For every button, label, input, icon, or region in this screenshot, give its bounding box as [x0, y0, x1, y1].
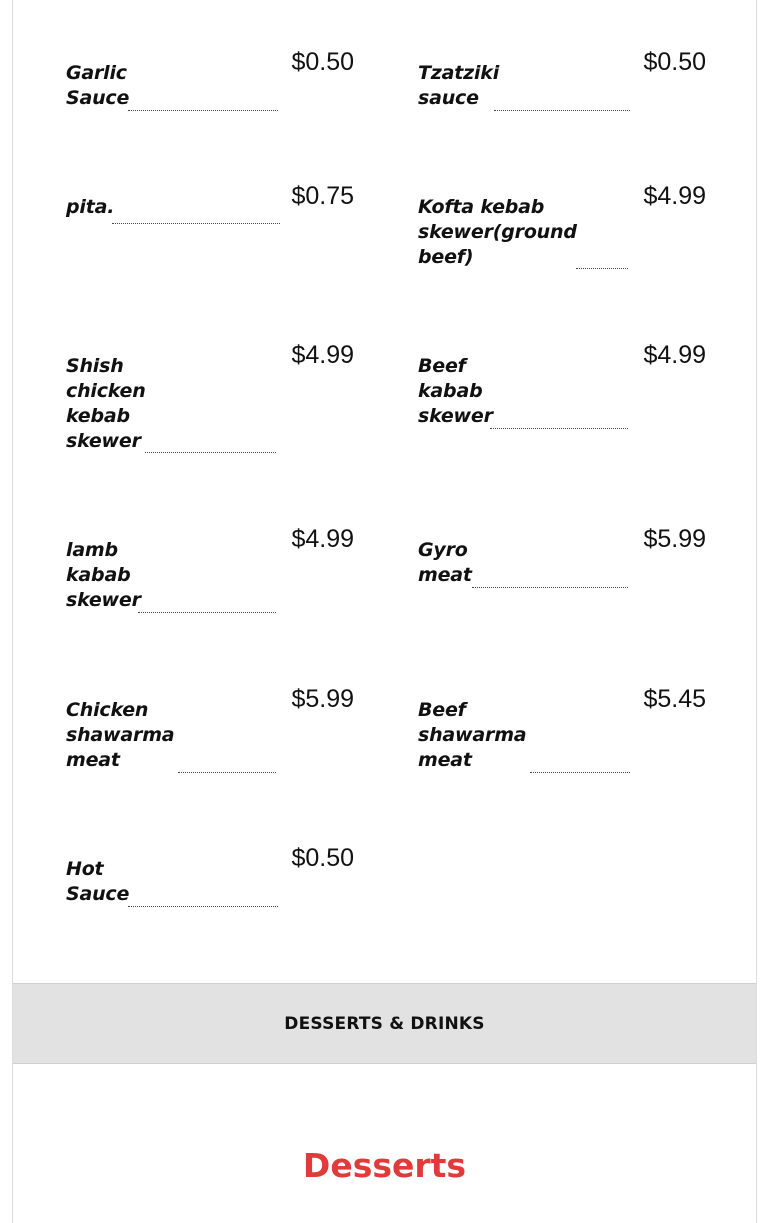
menu-item[interactable] — [418, 182, 706, 270]
menu-item[interactable] — [66, 525, 354, 613]
menu-item-name — [418, 61, 499, 111]
section-title: DESSERTS & DRINKS — [284, 1013, 485, 1034]
dot-leader — [138, 612, 276, 613]
menu-item-name-line: skewer(ground — [418, 221, 577, 243]
menu-item-name-line: Sauce — [66, 883, 130, 905]
menu-item-price: $0.50 — [291, 48, 354, 76]
menu-item-price: $4.99 — [643, 182, 706, 210]
dot-leader — [112, 223, 280, 224]
menu-item[interactable] — [418, 341, 706, 429]
dot-leader — [472, 587, 628, 588]
menu-item-name-line: skewer — [418, 405, 493, 427]
menu-item-name-line: meat — [66, 749, 120, 771]
menu-item-price: $4.99 — [291, 525, 354, 553]
menu-item-name — [418, 698, 526, 773]
menu-item-name-line: Beef — [418, 355, 466, 377]
dot-leader — [145, 452, 276, 453]
section-header-desserts-drinks[interactable] — [13, 983, 756, 1064]
menu-item-name — [418, 538, 472, 588]
dot-leader — [490, 428, 628, 429]
menu-item-price: $5.99 — [291, 685, 354, 713]
dot-leader — [494, 110, 630, 111]
menu-item-price: $5.99 — [643, 525, 706, 553]
menu-item-price: $0.75 — [291, 182, 354, 210]
menu-item-name-line: kabab — [418, 380, 483, 402]
menu-item[interactable] — [66, 182, 354, 220]
menu-item-name-line: Sauce — [66, 87, 130, 109]
menu-item-price: $5.45 — [643, 685, 706, 713]
menu-item-name-line: sauce — [418, 87, 479, 109]
menu-item-name-line: skewer — [66, 589, 141, 611]
dot-leader — [576, 268, 628, 269]
menu-item-name-line: Gyro — [418, 539, 468, 561]
menu-item-name — [418, 195, 577, 270]
dot-leader — [178, 772, 276, 773]
menu-item-name — [418, 354, 493, 429]
menu-item-name — [66, 857, 129, 907]
menu-item-name — [66, 354, 146, 454]
menu-item[interactable] — [66, 685, 354, 773]
menu-item-name-line: meat — [418, 749, 472, 771]
menu-item-name-line: Chicken — [66, 699, 149, 721]
menu-item-name-line: chicken — [66, 380, 146, 402]
menu-item[interactable] — [418, 48, 706, 111]
menu-item-name — [66, 195, 114, 220]
menu-item-name-line: meat — [418, 564, 472, 586]
menu-item-name-line: skewer — [66, 430, 141, 452]
menu-item-name-line: kebab — [66, 405, 130, 427]
dot-leader — [128, 906, 278, 907]
menu-item-name-line: lamb — [66, 539, 118, 561]
menu-item-name-line: shawarma — [66, 724, 175, 746]
subsection-title-desserts: Desserts — [302, 1146, 467, 1185]
menu-item[interactable] — [418, 525, 706, 588]
menu-item-price: $0.50 — [291, 844, 354, 872]
menu-item-name-line: kabab — [66, 564, 131, 586]
menu-item-name-line: shawarma — [418, 724, 527, 746]
dot-leader — [128, 110, 278, 111]
menu-item-name-line: pita. — [66, 196, 115, 218]
menu-item[interactable] — [418, 685, 706, 773]
menu-item-price: $4.99 — [643, 341, 706, 369]
menu-item[interactable] — [66, 48, 354, 111]
menu-item-name-line: Shish — [66, 355, 124, 377]
menu-item-name-line: Beef — [418, 699, 466, 721]
menu-item[interactable] — [66, 844, 354, 907]
menu-item-name — [66, 538, 141, 613]
menu-item-name — [66, 698, 174, 773]
dot-leader — [530, 772, 630, 773]
menu-item-name-line: Tzatziki — [418, 62, 500, 84]
menu-item-name-line: Hot — [66, 858, 104, 880]
menu-item-price: $4.99 — [291, 341, 354, 369]
menu-item-name-line: Garlic — [66, 62, 127, 84]
menu-item-price: $0.50 — [643, 48, 706, 76]
menu-item-name-line: beef) — [418, 246, 474, 268]
menu-item-name — [66, 61, 129, 111]
menu-item-name-line: Kofta kebab — [418, 196, 545, 218]
menu-item[interactable] — [66, 341, 354, 454]
